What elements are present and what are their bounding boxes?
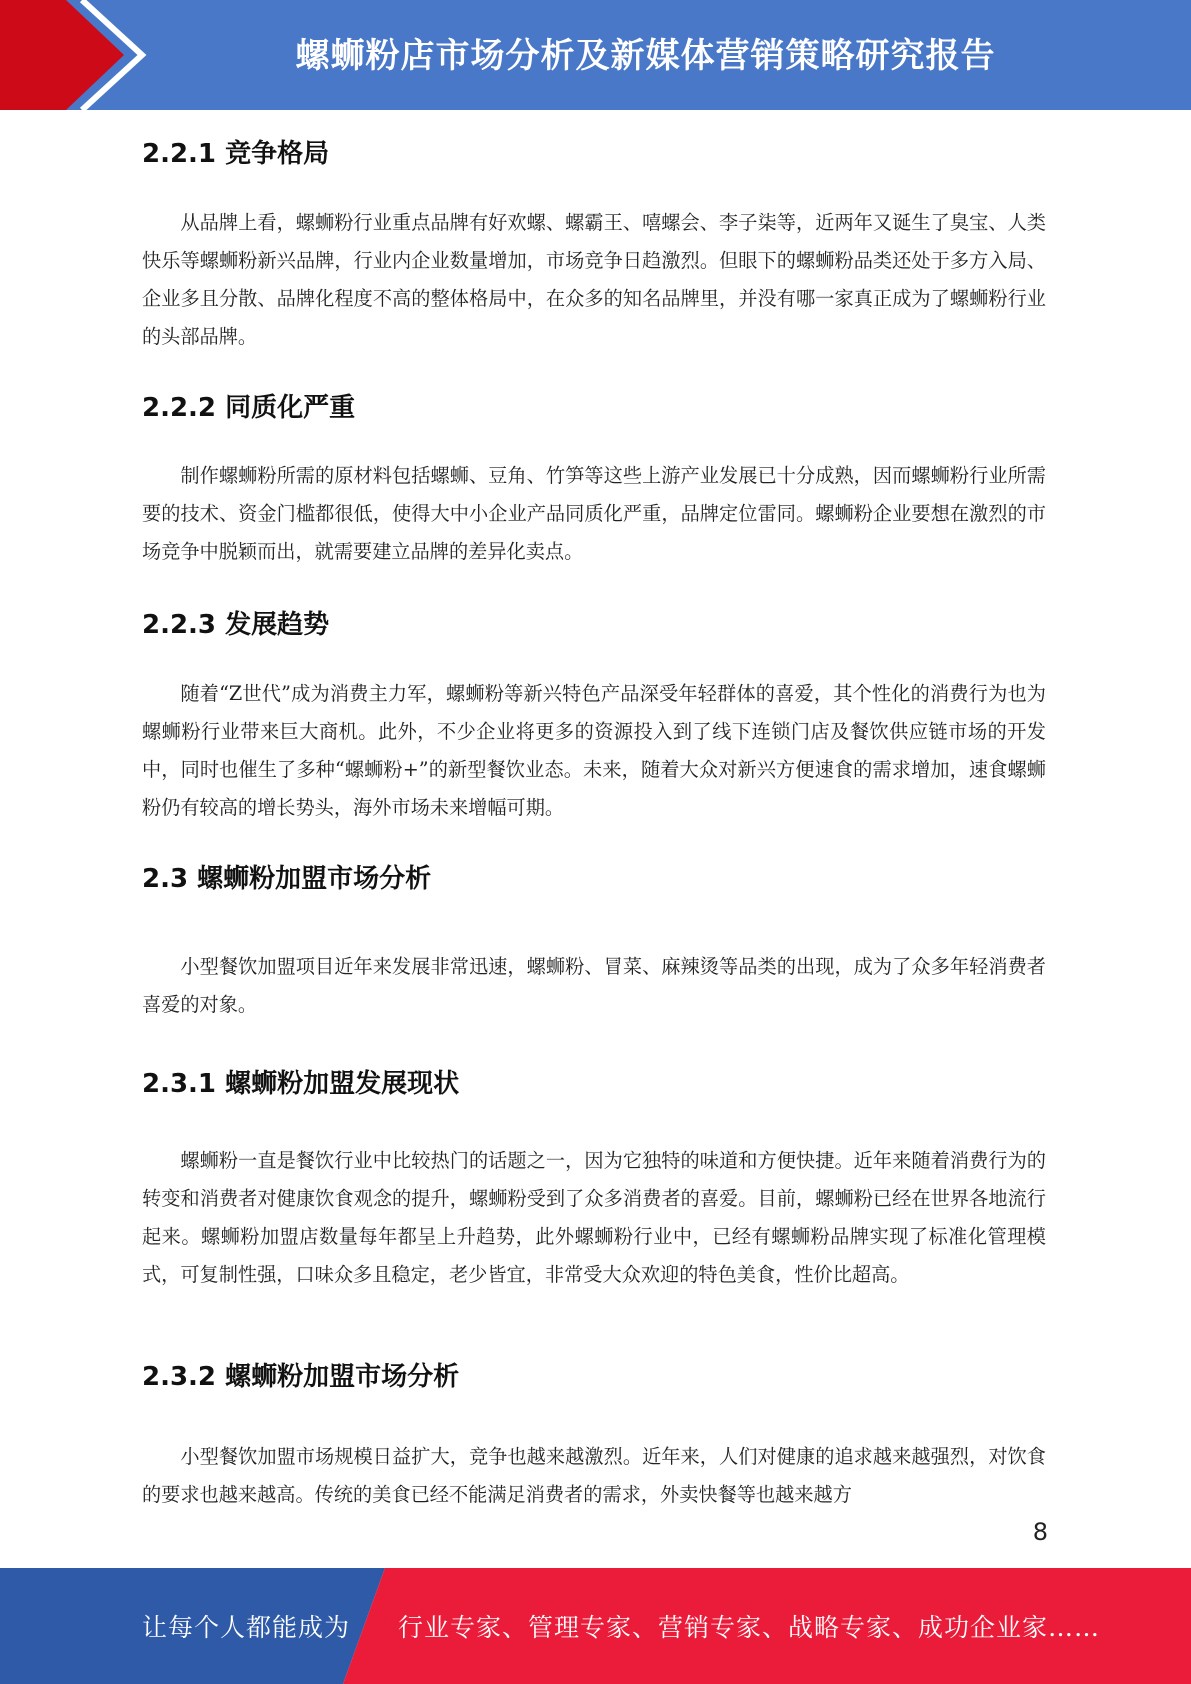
section-heading-2-2-2: 2.2.2 同质化严重: [142, 393, 356, 423]
footer-slogan-right: 行业专家、管理专家、营销专家、战略专家、成功企业家……: [398, 1613, 1101, 1642]
footer-slogan-left: 让每个人都能成为: [142, 1613, 351, 1642]
section-heading-2-3-1: 2.3.1 螺蛳粉加盟发展现状: [142, 1069, 460, 1099]
section-heading-2-3-2: 2.3.2 螺蛳粉加盟市场分析: [142, 1362, 460, 1392]
report-title: 螺蛳粉店市场分析及新媒体营销策略研究报告: [295, 36, 996, 76]
page-footer: [0, 1568, 1191, 1684]
section-heading-2-3: 2.3 螺蛳粉加盟市场分析: [142, 864, 432, 894]
page-number: 8: [1032, 1518, 1048, 1546]
section-heading-2-2-1: 2.2.1 竞争格局: [142, 139, 330, 169]
section-paragraph-2-2-2: 制作螺蛳粉所需的原材料包括螺蛳、豆角、竹笋等这些上游产业发展已十分成熟，因而螺蛳粉行业所需要的技术、资金门槛都很低，使得大中小企业产品同质化严重，品牌定位雷同。螺蛳粉企业要想在激烈的市场竞争中脱颖而出，就需要建立品牌的差异化卖点。: [142, 464, 1046, 563]
page-header: [0, 0, 1191, 110]
section-heading-2-2-3: 2.2.3 发展趋势: [142, 610, 330, 640]
header-chevron-decoration: [0, 0, 160, 110]
section-paragraph-2-2-3: 随着“Z世代”成为消费主力军，螺蛳粉等新兴特色产品深受年轻群体的喜爱，其个性化的消费行为也为螺蛳粉行业带来巨大商机。此外，不少企业将更多的资源投入到了线下连锁门店及餐饮供应链市场的开发中，同时也催生了多种“螺蛳粉+”的新型餐饮业态。未来，随着大众对新兴方便速食的需求增加，速食螺蛳粉仍有较高的增长势头，海外市场未来增幅可期。: [142, 682, 1046, 819]
section-paragraph-2-3-1: 螺蛳粉一直是餐饮行业中比较热门的话题之一，因为它独特的味道和方便快捷。近年来随着消费行为的转变和消费者对健康饮食观念的提升，螺蛳粉受到了众多消费者的喜爱。目前，螺蛳粉已经在世界各地流行起来。螺蛳粉加盟店数量每年都呈上升趋势，此外螺蛳粉行业中，已经有螺蛳粉品牌实现了标准化管理模式，可复制性强，口味众多且稳定，老少皆宜，非常受大众欢迎的特色美食，性价比超高。: [142, 1149, 1046, 1286]
section-paragraph-2-3: 小型餐饮加盟项目近年来发展非常迅速，螺蛳粉、冒菜、麻辣烫等品类的出现，成为了众多年轻消费者喜爱的对象。: [142, 955, 1046, 1016]
section-paragraph-2-3-2: 小型餐饮加盟市场规模日益扩大，竞争也越来越激烈。近年来，人们对健康的追求越来越强烈，对饮食的要求也越来越高。传统的美食已经不能满足消费者的需求，外卖快餐等也越来越方: [142, 1445, 1046, 1506]
section-paragraph-2-2-1: 从品牌上看，螺蛳粉行业重点品牌有好欢螺、螺霸王、嘻螺会、李子柒等，近两年又诞生了臭宝、人类快乐等螺蛳粉新兴品牌，行业内企业数量增加，市场竞争日趋激烈。但眼下的螺蛳粉品类还处于多方入局、企业多且分散、品牌化程度不高的整体格局中，在众多的知名品牌里，并没有哪一家真正成为了螺蛳粉行业的头部品牌。: [142, 211, 1046, 348]
